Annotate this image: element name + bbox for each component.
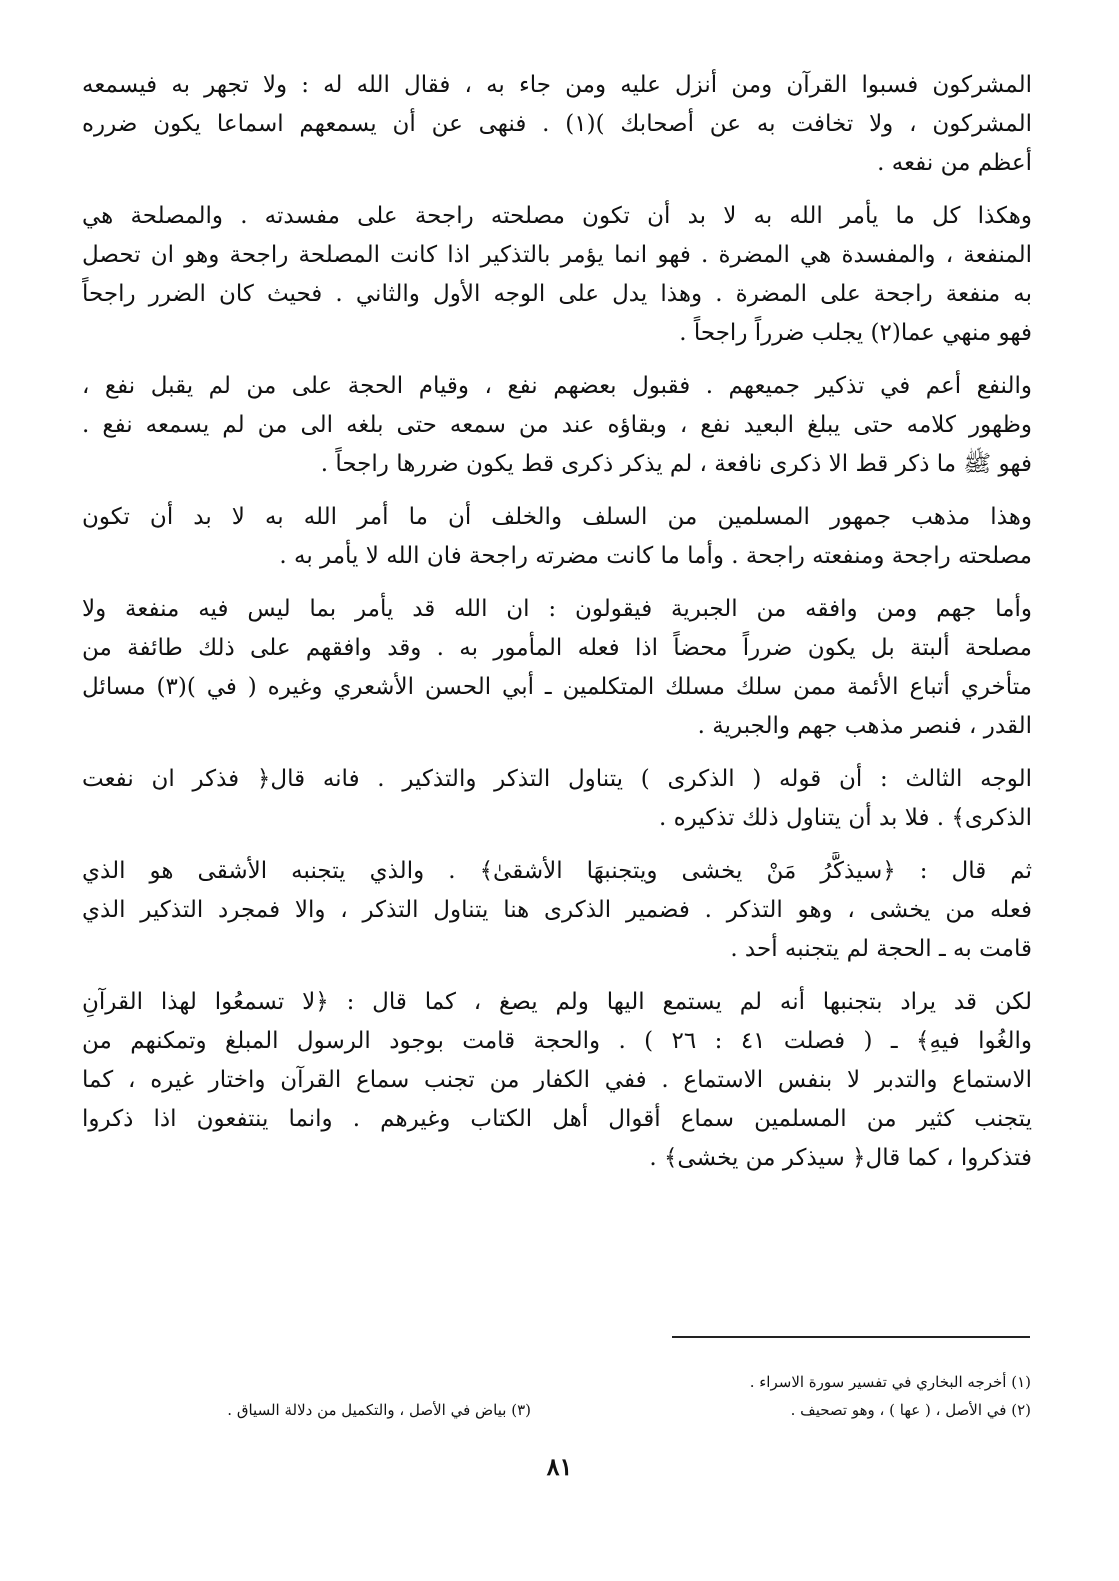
paragraph-8 bbox=[82, 983, 1032, 1178]
paragraph-2 bbox=[82, 197, 1032, 353]
text-line: مصلحة ألبتة بل يكون ضرراً محضاً اذا فعله المأمور به . وقد وافقهم على ذلك طائفة من bbox=[82, 635, 1032, 661]
text-line: القدر ، فنصر مذهب جهم والجبرية . bbox=[697, 713, 1032, 739]
text-line: وهكذا كل ما يأمر الله به لا بد أن تكون مصلحته راجحة على مفسدته . والمصلحة هي bbox=[82, 203, 1032, 229]
text-line: أعظم من نفعه . bbox=[877, 150, 1032, 176]
text-line: وهذا مذهب جمهور المسلمين من السلف والخلف أن ما أمر الله به لا بد أن تكون bbox=[82, 504, 1032, 530]
paragraph-5 bbox=[82, 590, 1032, 746]
body-text bbox=[82, 66, 1032, 1192]
paragraph-7 bbox=[82, 852, 1032, 969]
text-line: به منفعة راجحة على المضرة . وهذا يدل على الوجه الأول والثاني . فحيث كان الضرر راجحاً bbox=[82, 281, 1032, 307]
text-line: المشركون فسبوا القرآن ومن أنزل عليه ومن جاء به ، فقال الله له : ولا تجهر به فيسمعه bbox=[82, 72, 1032, 98]
text-line: قامت به ـ الحجة لم يتجنبه أحد . bbox=[730, 936, 1032, 962]
text-line: الاستماع والتدبر لا بنفس الاستماع . ففي الكفار من تجنب سماع القرآن واختار غيره ، كما bbox=[82, 1067, 1032, 1093]
paragraph-4 bbox=[82, 498, 1032, 576]
text-line: الذكرى﴾ . فلا بد أن يتناول ذلك تذكيره . bbox=[658, 805, 1032, 831]
text-line: فعله من يخشى ، وهو التذكر . فضمير الذكرى هنا يتناول التذكر ، والا فمجرد التذكير الذي bbox=[82, 897, 1032, 923]
text-line: لكن قد يراد بتجنبها أنه لم يستمع اليها ولم يصغ ، كما قال : ﴿لا تسمعُوا لهذا القرآنِ bbox=[82, 989, 1032, 1015]
text-line: يتجنب كثير من المسلمين سماع أقوال أهل الكتاب وغيرهم . وانما ينتفعون اذا ذكروا bbox=[82, 1106, 1032, 1132]
text-line: وظهور كلامه حتى يبلغ البعيد نفع ، وبقاؤه عند من سمعه حتى بلغه الى من لم يسمعه نفع . bbox=[82, 412, 1032, 438]
paragraph-6 bbox=[82, 760, 1032, 838]
text-line: فتذكروا ، كما قال﴿ سيذكر من يخشى﴾ . bbox=[649, 1145, 1032, 1171]
footnotes-left-column bbox=[91, 1396, 531, 1424]
paragraph-1 bbox=[82, 66, 1032, 183]
page-number: ٨١ bbox=[546, 1452, 573, 1481]
paragraph-3 bbox=[82, 367, 1032, 484]
text-line: فهو منهي عما(٢) يجلب ضرراً راجحاً . bbox=[679, 320, 1032, 346]
footnotes-right-column bbox=[631, 1368, 1031, 1424]
text-line: فهو ﷺ ما ذكر قط الا ذكرى نافعة ، لم يذكر ذكرى قط يكون ضررها راجحاً . bbox=[320, 451, 1032, 477]
text-line: المشركون ، ولا تخافت به عن أصحابك )(١) . فنهى عن أن يسمعهم اسماعا يكون ضرره bbox=[82, 111, 1032, 137]
text-line: متأخري أتباع الأئمة ممن سلك مسلك المتكلمين ـ أبي الحسن الأشعري وغيره ( في )(٣) مسائل bbox=[82, 674, 1032, 700]
footnote-separator bbox=[672, 1336, 1030, 1338]
text-line: ثم قال : ﴿سيذكَّرُ مَنْ يخشى ويتجنبهَا الأشقىٰ﴾ . والذي يتجنبه الأشقى هو الذي bbox=[82, 858, 1032, 884]
text-line: وأما جهم ومن وافقه من الجبرية فيقولون : ان الله قد يأمر بما ليس فيه منفعة ولا bbox=[82, 596, 1032, 622]
footnote-3: (٣) بياض في الأصل ، والتكميل من دلالة السياق . bbox=[227, 1401, 531, 1419]
text-line: والنفع أعم في تذكير جميعهم . فقبول بعضهم نفع ، وقيام الحجة على من لم يقبل نفع ، bbox=[82, 373, 1032, 399]
text-line: الوجه الثالث : أن قوله ( الذكرى ) يتناول التذكر والتذكير . فانه قال﴿ فذكر ان نفعت bbox=[82, 766, 1032, 792]
footnote-1: (١) أخرجه البخاري في تفسير سورة الاسراء . bbox=[749, 1373, 1031, 1391]
text-line: المنفعة ، والمفسدة هي المضرة . فهو انما يؤمر بالتذكير اذا كانت المصلحة راجحة وهو ان تحصل bbox=[82, 242, 1032, 268]
text-line: والغُوا فيهِ﴾ ـ ( فصلت ٤١ : ٢٦ ) . والحجة قامت بوجود الرسول المبلغ وتمكنهم من bbox=[82, 1028, 1032, 1054]
text-line: مصلحته راجحة ومنفعته راجحة . وأما ما كانت مضرته راجحة فان الله لا يأمر به . bbox=[279, 543, 1032, 569]
footnote-2: (٢) في الأصل ، ( عها ) ، وهو تصحيف . bbox=[790, 1401, 1031, 1419]
